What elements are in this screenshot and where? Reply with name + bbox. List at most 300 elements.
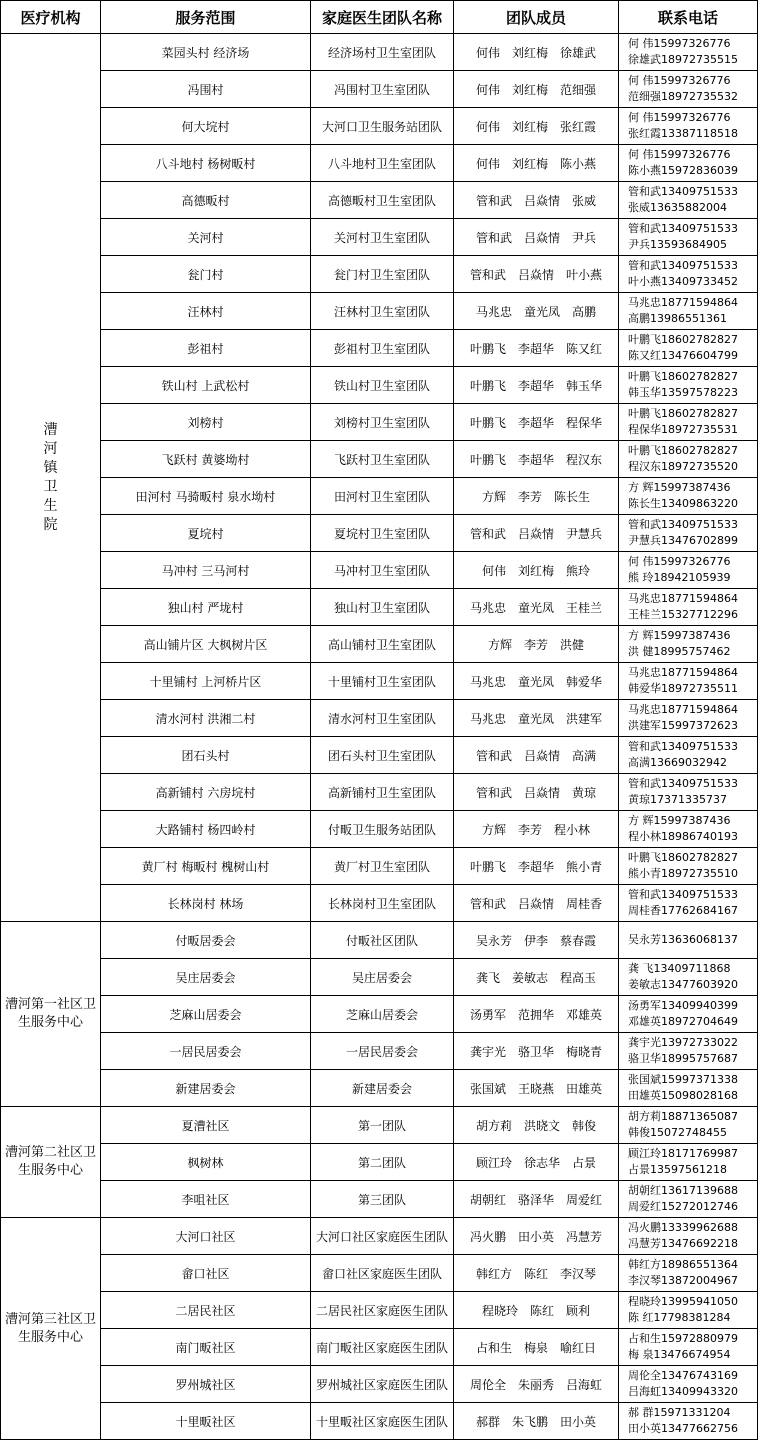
table-row [1, 478, 758, 515]
table-row [1, 1218, 758, 1255]
table-row [1, 145, 758, 182]
phone-line: 田小英13477662756 [628, 1422, 738, 1435]
institution-cell: 漕河第二社区卫生服务中心 [1, 1107, 101, 1218]
member-name: 何伟 [481, 563, 506, 578]
table-row [1, 737, 758, 774]
members-cell [454, 959, 619, 996]
member-name: 何伟 [475, 82, 500, 97]
phone-line: 马兆忠18771594864 [628, 296, 738, 309]
phone-line: 韩俊15072748455 [628, 1126, 727, 1139]
phone-line: 黄琼17371335737 [628, 793, 727, 806]
header-row [1, 1, 758, 34]
institution-cell: 漕河第一社区卫生服务中心 [1, 922, 101, 1107]
phone-line: 陈长生13409863220 [628, 497, 738, 510]
team-cell: 第一团队 [311, 1107, 454, 1144]
phone-line: 管和武13409751533 [628, 222, 738, 235]
team-cell: 付畈卫生服务站团队 [311, 811, 454, 848]
phone-line: 周伦全13476743169 [628, 1369, 738, 1382]
table-row [1, 34, 758, 71]
member-name: 高满 [572, 748, 597, 763]
member-name: 李芳 [517, 822, 542, 837]
member-name: 洪健 [560, 637, 585, 652]
member-name: 田雄英 [566, 1081, 603, 1096]
team-cell: 关河村卫生室团队 [311, 219, 454, 256]
member-name: 范细强 [560, 82, 597, 97]
phone-cell [619, 885, 758, 922]
phone-line: 张红霞13387118518 [628, 127, 738, 140]
phone-cell [619, 515, 758, 552]
members-cell [454, 1403, 619, 1440]
scope-cell: 冯围村 [101, 71, 311, 108]
phone-line: 方 辉15997387436 [628, 814, 731, 827]
member-name: 吴永芳 [475, 933, 512, 948]
scope-cell: 高新铺村 六房垸村 [101, 774, 311, 811]
phone-cell [619, 219, 758, 256]
phone-line: 吴永芳13636068137 [628, 933, 738, 946]
scope-cell: 黄厂村 梅畈村 槐树山村 [101, 848, 311, 885]
member-name: 童光凤 [517, 600, 554, 615]
member-name: 管和武 [475, 230, 512, 245]
scope-cell: 关河村 [101, 219, 311, 256]
phone-cell [619, 71, 758, 108]
members-cell [454, 1292, 619, 1329]
member-name: 程小林 [554, 822, 591, 837]
scope-cell: 何大垸村 [101, 108, 311, 145]
table-row [1, 1070, 758, 1107]
phone-line: 范细强18972735532 [628, 90, 738, 103]
members-cell [454, 552, 619, 589]
phone-cell [619, 848, 758, 885]
phone-cell [619, 774, 758, 811]
scope-cell: 十里畈社区 [101, 1403, 311, 1440]
table-row [1, 922, 758, 959]
member-name: 陈小燕 [560, 156, 597, 171]
phone-line: 郝 群15971331204 [628, 1406, 731, 1419]
member-name: 王桂兰 [566, 600, 603, 615]
members-cell [454, 1366, 619, 1403]
phone-line: 占景13597561218 [628, 1163, 727, 1176]
institution-cell: 漕河第三社区卫生服务中心 [1, 1218, 101, 1440]
header-scope: 服务范围 [101, 1, 311, 34]
member-name: 管和武 [469, 267, 506, 282]
scope-cell: 高山铺片区 大枫树片区 [101, 626, 311, 663]
scope-cell: 罗州城社区 [101, 1366, 311, 1403]
phone-line: 胡朝红13617139688 [628, 1184, 738, 1197]
member-name: 陈长生 [554, 489, 591, 504]
scope-cell: 南门畈社区 [101, 1329, 311, 1366]
phone-line: 邓雄英18972704649 [628, 1015, 738, 1028]
phone-line: 占和生15972880979 [628, 1332, 738, 1345]
phone-cell [619, 441, 758, 478]
table-body [1, 34, 758, 1440]
members-cell [454, 293, 619, 330]
scope-cell: 付畈居委会 [101, 922, 311, 959]
table-row [1, 71, 758, 108]
header-team: 家庭医生团队名称 [311, 1, 454, 34]
members-cell [454, 848, 619, 885]
scope-cell: 田河村 马骑畈村 泉水坳村 [101, 478, 311, 515]
team-cell: 团石头村卫生室团队 [311, 737, 454, 774]
phone-line: 韩玉华13597578223 [628, 386, 738, 399]
member-name: 童光凤 [517, 711, 554, 726]
member-name: 童光凤 [523, 304, 560, 319]
phone-line: 管和武13409751533 [628, 888, 738, 901]
member-name: 范拥华 [517, 1007, 554, 1022]
phone-cell [619, 182, 758, 219]
member-name: 黄琼 [572, 785, 597, 800]
table-row [1, 700, 758, 737]
phone-line: 马兆忠18771594864 [628, 666, 738, 679]
scope-cell: 飞跃村 黄婆坳村 [101, 441, 311, 478]
scope-cell: 大路铺村 杨四岭村 [101, 811, 311, 848]
member-name: 刘红梅 [511, 119, 548, 134]
phone-cell [619, 922, 758, 959]
scope-cell: 刘榜村 [101, 404, 311, 441]
team-cell: 刘榜村卫生室团队 [311, 404, 454, 441]
table-row [1, 1366, 758, 1403]
phone-line: 叶小燕13409733452 [628, 275, 738, 288]
member-name: 田小英 [560, 1414, 597, 1429]
member-name: 李超华 [517, 859, 554, 874]
phone-cell [619, 1218, 758, 1255]
members-cell [454, 700, 619, 737]
phone-line: 叶鹏飞18602782827 [628, 407, 738, 420]
phone-line: 程晓玲13995941050 [628, 1295, 738, 1308]
table-row [1, 848, 758, 885]
member-name: 姜敏志 [511, 970, 548, 985]
team-cell: 田河村卫生室团队 [311, 478, 454, 515]
phone-cell [619, 663, 758, 700]
phone-line: 梅 泉13476674954 [628, 1348, 731, 1361]
members-cell [454, 885, 619, 922]
team-cell: 大河口社区家庭医生团队 [311, 1218, 454, 1255]
table-row [1, 1144, 758, 1181]
table-row [1, 515, 758, 552]
members-cell [454, 1033, 619, 1070]
member-name: 马兆忠 [469, 600, 506, 615]
header-members: 团队成员 [454, 1, 619, 34]
phone-cell [619, 737, 758, 774]
member-name: 陈红 [529, 1303, 554, 1318]
table-row [1, 1329, 758, 1366]
scope-cell: 汪林村 [101, 293, 311, 330]
members-cell [454, 367, 619, 404]
table-row [1, 367, 758, 404]
member-name: 韩玉华 [566, 378, 603, 393]
member-name: 李超华 [517, 341, 554, 356]
phone-line: 叶鹏飞18602782827 [628, 851, 738, 864]
phone-line: 龚 飞13409711868 [628, 962, 731, 975]
phone-line: 顾江玲18171769987 [628, 1147, 738, 1160]
member-name: 周桂香 [566, 896, 603, 911]
phone-line: 陈 红17798381284 [628, 1311, 731, 1324]
phone-line: 管和武13409751533 [628, 740, 738, 753]
team-cell: 清水河村卫生室团队 [311, 700, 454, 737]
members-cell [454, 626, 619, 663]
member-name: 陈红 [523, 1266, 548, 1281]
member-name: 王晓燕 [517, 1081, 554, 1096]
phone-line: 张国斌15997371338 [628, 1073, 738, 1086]
member-name: 周伦全 [469, 1377, 506, 1392]
member-name: 吕焱情 [517, 267, 554, 282]
members-cell [454, 34, 619, 71]
member-name: 李超华 [517, 378, 554, 393]
member-name: 徐雄武 [560, 45, 597, 60]
team-cell: 十里铺村卫生室团队 [311, 663, 454, 700]
member-name: 叶鹏飞 [469, 452, 506, 467]
member-name: 管和武 [469, 526, 506, 541]
table-row [1, 552, 758, 589]
members-cell [454, 1181, 619, 1218]
phone-line: 方 辉15997387436 [628, 629, 731, 642]
phone-line: 汤勇军13409940399 [628, 999, 738, 1012]
team-cell: 大河口卫生服务站团队 [311, 108, 454, 145]
scope-cell: 李咀社区 [101, 1181, 311, 1218]
member-name: 韩爱华 [566, 674, 603, 689]
phone-line: 韩爱华18972735511 [628, 682, 738, 695]
member-name: 程晓玲 [481, 1303, 518, 1318]
phone-line: 管和武13409751533 [628, 518, 738, 531]
table-row [1, 996, 758, 1033]
table-row [1, 182, 758, 219]
phone-cell [619, 478, 758, 515]
members-cell [454, 1070, 619, 1107]
scope-cell: 芝麻山居委会 [101, 996, 311, 1033]
member-name: 熊小青 [566, 859, 603, 874]
member-name: 管和武 [475, 785, 512, 800]
member-name: 叶小燕 [566, 267, 603, 282]
phone-line: 何 伟15997326776 [628, 148, 731, 161]
member-name: 张威 [572, 193, 597, 208]
member-name: 方辉 [487, 637, 512, 652]
phone-cell [619, 367, 758, 404]
table-row [1, 1107, 758, 1144]
table-row [1, 108, 758, 145]
table-row [1, 663, 758, 700]
scope-cell: 菜园头村 经济场 [101, 34, 311, 71]
scope-cell: 吴庄居委会 [101, 959, 311, 996]
member-name: 方辉 [481, 489, 506, 504]
members-cell [454, 478, 619, 515]
table-row [1, 404, 758, 441]
table-row [1, 219, 758, 256]
member-name: 马兆忠 [469, 674, 506, 689]
phone-line: 何 伟15997326776 [628, 37, 731, 50]
member-name: 洪建军 [566, 711, 603, 726]
member-name: 何伟 [475, 156, 500, 171]
member-name: 冯火鹏 [469, 1229, 506, 1244]
team-cell: 南门畈社区家庭医生团队 [311, 1329, 454, 1366]
phone-line: 张威13635882004 [628, 201, 727, 214]
member-name: 韩红方 [475, 1266, 512, 1281]
member-name: 周爱红 [566, 1192, 603, 1207]
member-name: 叶鹏飞 [469, 859, 506, 874]
phone-line: 周桂香17762684167 [628, 904, 738, 917]
member-name: 洪晓文 [523, 1118, 560, 1133]
member-name: 龚飞 [475, 970, 500, 985]
team-cell: 高新铺村卫生室团队 [311, 774, 454, 811]
team-cell: 汪林村卫生室团队 [311, 293, 454, 330]
scope-cell: 独山村 严垅村 [101, 589, 311, 626]
scope-cell: 马冲村 三马河村 [101, 552, 311, 589]
team-cell: 独山村卫生室团队 [311, 589, 454, 626]
team-cell: 高德畈村卫生室团队 [311, 182, 454, 219]
phone-line: 陈小燕15972836039 [628, 164, 738, 177]
member-name: 胡方莉 [475, 1118, 512, 1133]
phone-cell [619, 589, 758, 626]
table-row [1, 441, 758, 478]
members-cell [454, 515, 619, 552]
phone-line: 管和武13409751533 [628, 259, 738, 272]
phone-line: 王桂兰15327712296 [628, 608, 738, 621]
phone-line: 何 伟15997326776 [628, 555, 731, 568]
member-name: 何伟 [475, 119, 500, 134]
phone-line: 何 伟15997326776 [628, 111, 731, 124]
phone-line: 马兆忠18771594864 [628, 592, 738, 605]
members-cell [454, 1144, 619, 1181]
member-name: 刘红梅 [517, 563, 554, 578]
phone-cell [619, 1366, 758, 1403]
member-name: 尹慧兵 [566, 526, 603, 541]
header-phone: 联系电话 [619, 1, 758, 34]
phone-line: 高鹏13986551361 [628, 312, 727, 325]
scope-cell: 十里铺村 上河桥片区 [101, 663, 311, 700]
member-name: 蔡春霞 [560, 933, 597, 948]
phone-line: 程小林18986740193 [628, 830, 738, 843]
scope-cell: 大河口社区 [101, 1218, 311, 1255]
member-name: 梅泉 [523, 1340, 548, 1355]
table-row [1, 1181, 758, 1218]
member-name: 李超华 [517, 415, 554, 430]
table-row [1, 626, 758, 663]
team-cell: 八斗地村卫生室团队 [311, 145, 454, 182]
phone-line: 马兆忠18771594864 [628, 703, 738, 716]
phone-line: 龚宇光13972733022 [628, 1036, 738, 1049]
scope-cell: 清水河村 洪湘二村 [101, 700, 311, 737]
members-cell [454, 589, 619, 626]
team-cell: 一居民居委会 [311, 1033, 454, 1070]
team-cell: 夏垸村卫生室团队 [311, 515, 454, 552]
member-name: 胡朝红 [469, 1192, 506, 1207]
members-cell [454, 145, 619, 182]
members-cell [454, 219, 619, 256]
phone-line: 姜敏志13477603920 [628, 978, 738, 991]
team-cell: 长林岗村卫生室团队 [311, 885, 454, 922]
member-name: 占和生 [475, 1340, 512, 1355]
table-row [1, 1403, 758, 1440]
member-name: 朱丽秀 [517, 1377, 554, 1392]
phone-line: 李汉琴13872004967 [628, 1274, 738, 1287]
phone-cell [619, 1292, 758, 1329]
team-cell: 吴庄居委会 [311, 959, 454, 996]
table-row [1, 293, 758, 330]
table-row [1, 811, 758, 848]
scope-cell: 长林岗村 林场 [101, 885, 311, 922]
phone-line: 陈又红13476604799 [628, 349, 738, 362]
member-name: 刘红梅 [511, 156, 548, 171]
members-cell [454, 1329, 619, 1366]
phone-cell [619, 626, 758, 663]
phone-line: 徐雄武18972735515 [628, 53, 738, 66]
member-name: 尹兵 [572, 230, 597, 245]
team-cell: 付畈社区团队 [311, 922, 454, 959]
phone-line: 高满13669032942 [628, 756, 727, 769]
team-cell: 罗州城社区家庭医生团队 [311, 1366, 454, 1403]
phone-line: 熊小青18972735510 [628, 867, 738, 880]
member-name: 童光凤 [517, 674, 554, 689]
member-name: 刘红梅 [511, 82, 548, 97]
table-row [1, 330, 758, 367]
phone-line: 熊 玲18942105939 [628, 571, 731, 584]
phone-line: 管和武13409751533 [628, 185, 738, 198]
phone-cell [619, 256, 758, 293]
phone-cell [619, 293, 758, 330]
team-cell: 马冲村卫生室团队 [311, 552, 454, 589]
members-cell [454, 182, 619, 219]
team-cell: 彭祖村卫生室团队 [311, 330, 454, 367]
phone-line: 叶鹏飞18602782827 [628, 333, 738, 346]
phone-cell [619, 700, 758, 737]
member-name: 程高玉 [560, 970, 597, 985]
member-name: 叶鹏飞 [469, 378, 506, 393]
header-institution: 医疗机构 [1, 1, 101, 34]
team-cell: 芝麻山居委会 [311, 996, 454, 1033]
members-cell [454, 996, 619, 1033]
member-name: 吕焱情 [517, 896, 554, 911]
scope-cell: 八斗地村 杨树畈村 [101, 145, 311, 182]
phone-line: 叶鹏飞18602782827 [628, 370, 738, 383]
member-name: 张国斌 [469, 1081, 506, 1096]
member-name: 马兆忠 [475, 304, 512, 319]
member-name: 汤勇军 [469, 1007, 506, 1022]
member-name: 管和武 [475, 748, 512, 763]
phone-line: 冯慧芳13476692218 [628, 1237, 738, 1250]
scope-cell: 畲口社区 [101, 1255, 311, 1292]
member-name: 韩俊 [572, 1118, 597, 1133]
member-name: 马兆忠 [469, 711, 506, 726]
table-row [1, 256, 758, 293]
team-cell: 二居民社区家庭医生团队 [311, 1292, 454, 1329]
member-name: 吕焱情 [517, 526, 554, 541]
team-cell: 黄厂村卫生室团队 [311, 848, 454, 885]
member-name: 叶鹏飞 [469, 341, 506, 356]
scope-cell: 高德畈村 [101, 182, 311, 219]
phone-line: 周爱红15272012746 [628, 1200, 738, 1213]
member-name: 陈又红 [566, 341, 603, 356]
member-name: 顾江玲 [475, 1155, 512, 1170]
member-name: 李超华 [517, 452, 554, 467]
scope-cell: 一居民居委会 [101, 1033, 311, 1070]
scope-cell: 彭祖村 [101, 330, 311, 367]
member-name: 方辉 [481, 822, 506, 837]
phone-cell [619, 1181, 758, 1218]
members-cell [454, 441, 619, 478]
member-name: 吕焱情 [523, 230, 560, 245]
member-name: 邓雄英 [566, 1007, 603, 1022]
phone-cell [619, 1070, 758, 1107]
member-name: 何伟 [475, 45, 500, 60]
phone-line: 方 辉15997387436 [628, 481, 731, 494]
phone-cell [619, 1144, 758, 1181]
member-name: 高鹏 [572, 304, 597, 319]
phone-line: 骆卫华18995757687 [628, 1052, 738, 1065]
phone-line: 吕海虹13409943320 [628, 1385, 738, 1398]
member-name: 冯慧芳 [566, 1229, 603, 1244]
member-name: 吕焱情 [523, 193, 560, 208]
member-name: 李芳 [517, 489, 542, 504]
phone-cell [619, 1033, 758, 1070]
member-name: 郝群 [475, 1414, 500, 1429]
